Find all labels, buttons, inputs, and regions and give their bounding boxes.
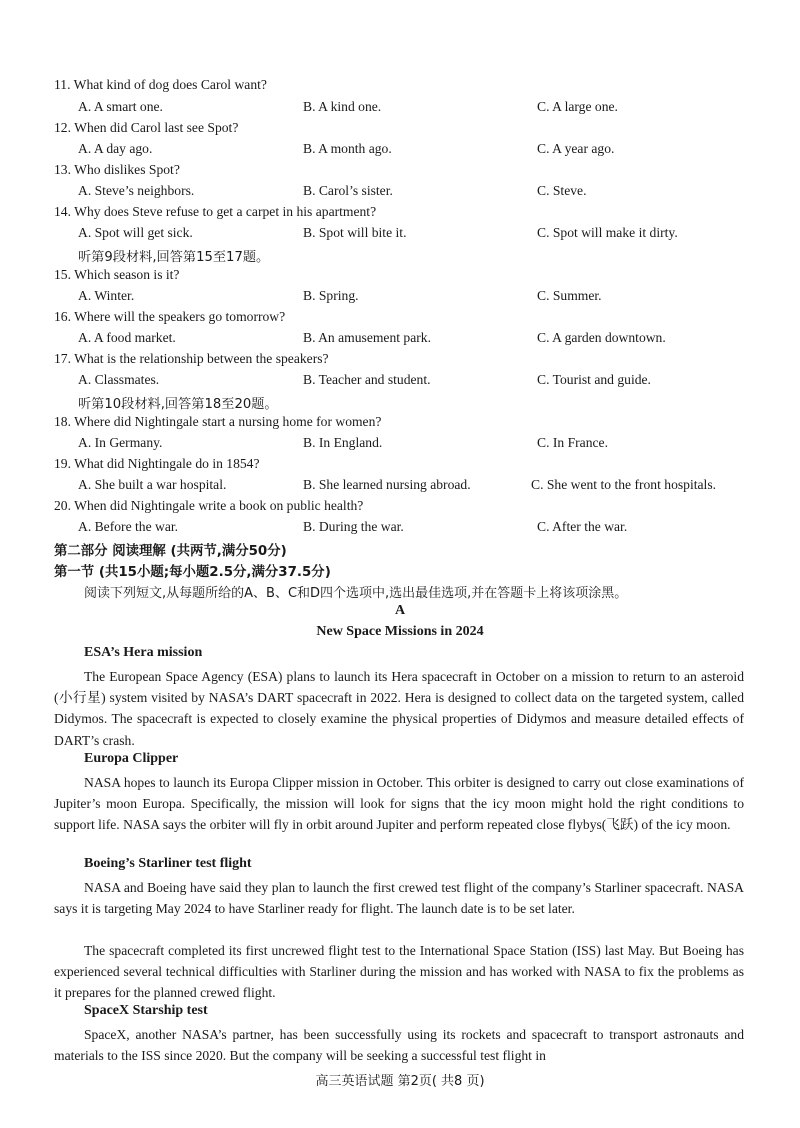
question-15: 15. Which season is it?	[54, 267, 180, 282]
option-17a: A. Classmates.	[78, 372, 160, 387]
option-15a: A. Winter.	[78, 288, 135, 303]
option-11c: C. A large one.	[537, 99, 618, 114]
option-14a: A. Spot will get sick.	[78, 225, 193, 240]
option-20b: B. During the war.	[303, 519, 404, 534]
question-19: 19. What did Nightingale do in 1854?	[54, 456, 260, 471]
option-15c: C. Summer.	[537, 288, 602, 303]
option-13b: B. Carol’s sister.	[303, 183, 393, 198]
option-18b: B. In England.	[303, 435, 383, 450]
option-18c: C. In France.	[537, 435, 608, 450]
option-16a: A. A food market.	[78, 330, 176, 345]
question-14: 14. Why does Steve refuse to get a carpet in his apartment?	[54, 204, 377, 219]
option-12c: C. A year ago.	[537, 141, 615, 156]
paragraph-starliner-1: NASA and Boeing have said they plan to launch the first crewed test flight of the company’s Starliner spacecraft. NASA says it is targeting May 2024 to have Starliner ready for flight. The launch date is to be set later.	[54, 880, 744, 917]
option-12a: A. A day ago.	[78, 141, 153, 156]
heading-starliner: Boeing’s Starliner test flight	[84, 856, 252, 871]
section1-title: 第一节 (共15小题;每小题2.5分,满分37.5分)	[54, 565, 331, 580]
option-15b: B. Spring.	[303, 288, 359, 303]
option-19a: A. She built a war hospital.	[78, 477, 227, 492]
question-18: 18. Where did Nightingale start a nursing home for women?	[54, 414, 382, 429]
page-footer: 高三英语试题 第2页( 共8 页)	[315, 1074, 485, 1089]
option-13a: A. Steve’s neighbors.	[78, 183, 195, 198]
option-19c: C. She went to the front hospitals.	[531, 477, 717, 492]
option-12b: B. A month ago.	[303, 141, 392, 156]
heading-hera: ESA’s Hera mission	[84, 645, 203, 660]
option-11b: B. A kind one.	[303, 99, 382, 114]
option-11a: A. A smart one.	[78, 99, 163, 114]
question-11: 11. What kind of dog does Carol want?	[54, 77, 267, 92]
option-14b: B. Spot will bite it.	[303, 225, 407, 240]
option-16c: C. A garden downtown.	[537, 330, 666, 345]
passage-title: New Space Missions in 2024	[316, 624, 484, 639]
question-13: 13. Who dislikes Spot?	[54, 162, 180, 177]
paragraph-europa: NASA hopes to launch its Europa Clipper mission in October. This orbiter is designed to carry out close examinations of Jupiter’s moon Europa. Specifically, the mission will look for signs that the icy moon might hold the right conditions to support life. NASA says the orbiter will fly in orbit around Jupiter and perform repeated close flybys(飞跃) of the icy moon.	[54, 775, 744, 833]
passage-letter: A	[394, 603, 406, 618]
question-16: 16. Where will the speakers go tomorrow?	[54, 309, 286, 324]
listening-note-9: 听第9段材料,回答第15至17题。	[78, 250, 270, 265]
option-14c: C. Spot will make it dirty.	[537, 225, 678, 240]
paragraph-hera: The European Space Agency (ESA) plans to launch its Hera spacecraft in October on a mission to return to an asteroid (小行星) system visited by NASA’s DART spacecraft in 2022. Hera is designed to collect data on the targeted system, called Didymos. The spacecraft is expected to closely examine the physical properties of Didymos and measure detailed effects of DART’s crash.	[54, 669, 744, 748]
option-18a: A. In Germany.	[78, 435, 163, 450]
heading-starship: SpaceX Starship test	[84, 1003, 208, 1018]
listening-note-10: 听第10段材料,回答第18至20题。	[78, 397, 278, 412]
option-17c: C. Tourist and guide.	[537, 372, 651, 387]
option-19b: B. She learned nursing abroad.	[303, 477, 471, 492]
question-17: 17. What is the relationship between the speakers?	[54, 351, 329, 366]
paragraph-starliner-2: The spacecraft completed its first uncrewed flight test to the International Space Station (ISS) last May. But Boeing has experienced several technical difficulties with Starliner during the mission and has worked with NASA to fix the problems as it prepares for the planned crewed flight.	[54, 943, 744, 1001]
option-17b: B. Teacher and student.	[303, 372, 431, 387]
option-16b: B. An amusement park.	[303, 330, 431, 345]
option-20c: C. After the war.	[537, 519, 628, 534]
heading-europa: Europa Clipper	[84, 751, 179, 766]
paragraph-starship: SpaceX, another NASA’s partner, has been successfully using its rockets and spacecraft to transport astronauts and materials to the ISS since 2020. But the company will be seeking a successful test flight in	[54, 1027, 744, 1064]
question-12: 12. When did Carol last see Spot?	[54, 120, 239, 135]
option-20a: A. Before the war.	[78, 519, 179, 534]
option-13c: C. Steve.	[537, 183, 587, 198]
reading-instruction: 阅读下列短文,从每题所给的A、B、C和D四个选项中,选出最佳选项,并在答题卡上将该项涂黑。	[84, 586, 628, 601]
question-20: 20. When did Nightingale write a book on public health?	[54, 498, 364, 513]
part2-title: 第二部分 阅读理解 (共两节,满分50分)	[54, 544, 287, 559]
